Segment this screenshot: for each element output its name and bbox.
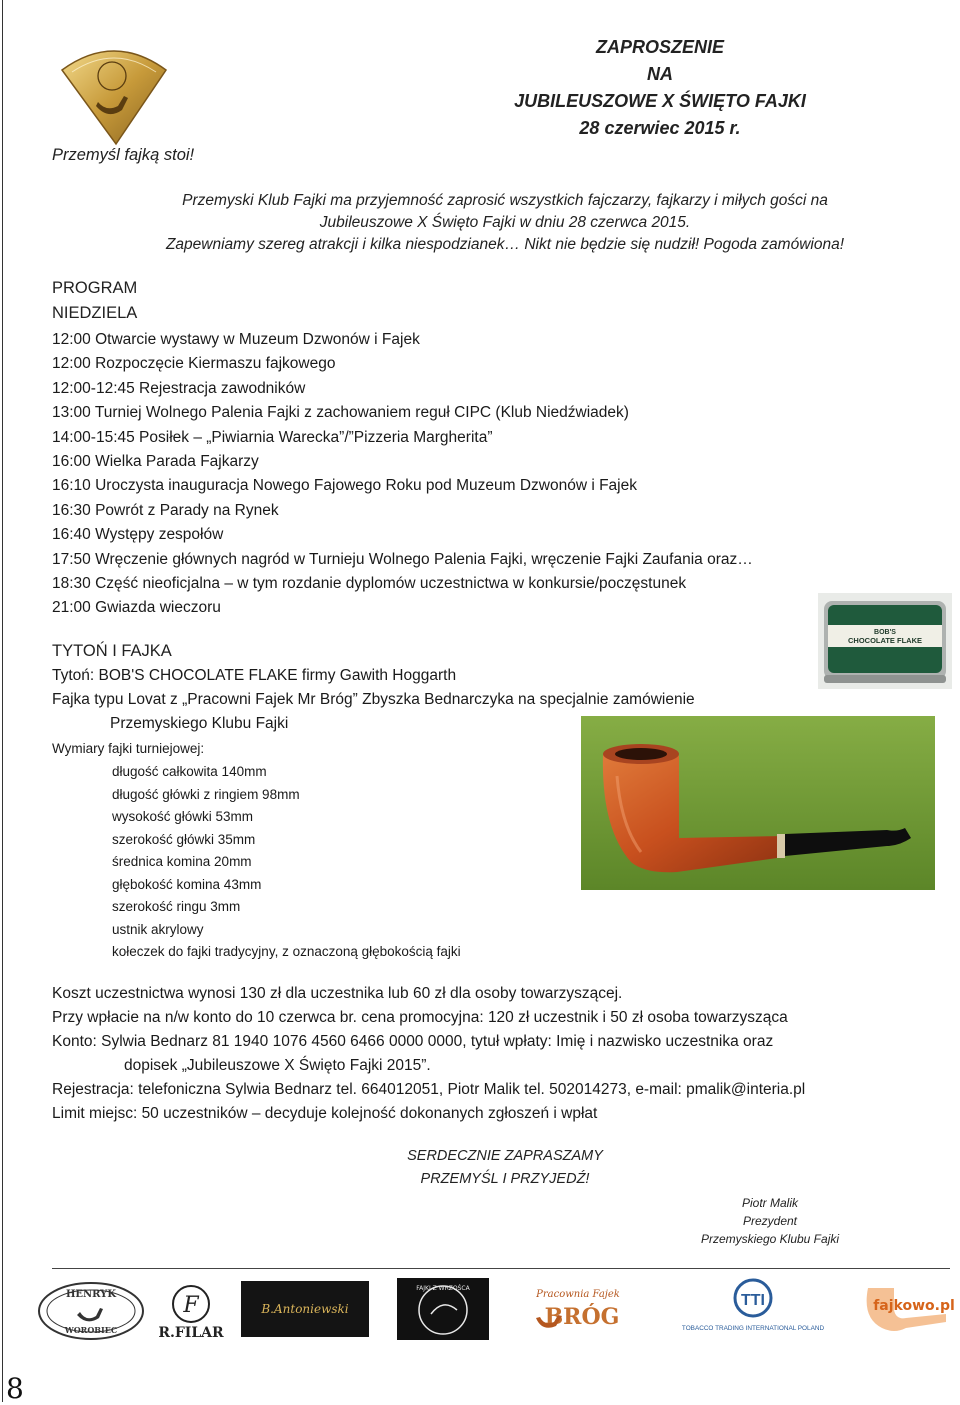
signature-block: [680, 1194, 860, 1248]
cost-section: [52, 982, 957, 1126]
intro-paragraph: [60, 190, 950, 256]
program-heading: PROGRAM: [52, 279, 138, 297]
filar-monogram: F: [183, 1293, 199, 1318]
sponsor-logo-r-filar: [153, 1284, 229, 1340]
title-line: JUBILEUSZOWE X ŚWIĘTO FAJKI: [514, 91, 806, 111]
page-number: 8: [6, 1372, 24, 1405]
pipe-photo: [581, 716, 935, 890]
title-line: NA: [647, 64, 673, 84]
dimension-item: głębokość komina 43mm: [112, 876, 262, 892]
cost-line: Koszt uczestnictwa wynosi 130 zł dla uczestnika lub 60 zł dla osoby towarzyszącej.: [52, 985, 623, 1002]
intro-line: Przemyski Klub Fajki ma przyjemność zaprosić wszystkich fajczarzy, fajkarzy i miłych gości na: [182, 192, 828, 209]
payment-title-line: dopisek „Jubileuszowe X Święto Fajki 2015”.: [124, 1057, 431, 1074]
program-list: [52, 328, 952, 621]
r-filar-emblem: [153, 1284, 229, 1340]
henryk-worobiec-emblem: [36, 1280, 146, 1342]
closing-invitation: [380, 1145, 630, 1191]
program-item: 17:50 Wręczenie głównych nagród w Turnieju Wolnego Palenia Fajki, wręczenie Fajki Zaufania oraz…: [52, 550, 753, 568]
invitation-title: [440, 34, 880, 142]
pipe-image: [581, 716, 935, 890]
sponsor-logo-fajkowo: [860, 1278, 954, 1340]
dimension-item: średnica komina 20mm: [112, 854, 252, 869]
pracownia-text: Pracownia Fajek: [536, 1289, 620, 1300]
club-logo: [58, 40, 170, 148]
program-item: 14:00-15:45 Posiłek – „Piwiarnia Warecka”/”Pizzeria Margherita”: [52, 428, 493, 446]
program-item: 16:10 Uroczysta inauguracja Nowego Fajowego Roku pod Muzeum Dzwonów i Fajek: [52, 477, 637, 495]
limit-line: Limit miejsc: 50 uczestników – decyduje kolejność dokonanych zgłoszeń i wpłat: [52, 1105, 598, 1122]
title-line: ZAPROSZENIE: [595, 37, 724, 57]
program-day: NIEDZIELA: [52, 304, 138, 322]
tin-label-bottom: CHOCOLATE FLAKE: [847, 636, 923, 645]
club-logo-emblem: [58, 40, 170, 148]
footer-divider: [52, 1268, 950, 1269]
page-frame-line: [2, 0, 3, 1402]
pracownia-brog-emblem: [528, 1282, 628, 1338]
cost-line: Przy wpłacie na n/w konto do 10 czerwca br. cena promocyjna: 120 zł uczestnik i 50 zł osoba towarzysząca: [52, 1009, 788, 1026]
registration-line: Rejestracja: telefoniczna Sylwia Bednarz tel. 664012051, Piotr Malik tel. 502014273, e-mail: pmalik@interia.pl: [52, 1081, 806, 1098]
worobiec-text: WOROBIEC: [64, 1325, 118, 1335]
intro-line: Jubileuszowe X Święto Fajki w dniu 28 czerwca 2015.: [319, 214, 691, 231]
signature-org: Przemyskiego Klubu Fajki: [700, 1232, 840, 1246]
fajki-z-wrzosca-text: FAJKI Z WRZOŚCA: [416, 1285, 470, 1292]
tobacco-tin-photo: [818, 593, 952, 689]
dimension-item: długość całkowita 140mm: [112, 764, 267, 779]
signature-title: Prezydent: [742, 1214, 798, 1228]
brog-text: BRÓG: [544, 1304, 620, 1330]
sponsor-logo-tti-poland: [668, 1276, 838, 1338]
antoniewski-text: B.Antoniewski: [261, 1302, 349, 1316]
closing-line: PRZEMYŚL I PRZYJEDŹ!: [420, 1171, 590, 1187]
filar-name: R.FILAR: [158, 1325, 224, 1340]
tobacco-heading: TYTOŃ I FAJKA: [52, 642, 172, 660]
program-item: 13:00 Turniej Wolnego Palenia Fajki z zachowaniem reguł CIPC (Klub Niedźwiadek): [52, 404, 629, 422]
tti-mark: TTI: [741, 1292, 765, 1309]
dimensions-list: [112, 761, 461, 964]
sponsor-logo-fajki-z-wrzosca: [397, 1278, 489, 1340]
club-slogan: Przemyśl fajką stoi!: [52, 146, 195, 164]
dimension-item: wysokość główki 53mm: [112, 809, 254, 824]
sponsor-logo-henryk-worobiec: [36, 1280, 146, 1342]
dimension-item: ustnik akrylowy: [112, 921, 204, 937]
dimension-item: szerokość główki 35mm: [112, 831, 256, 847]
signature-name: Piotr Malik: [741, 1196, 798, 1210]
tobacco-line: Tytoń: BOB'S CHOCOLATE FLAKE firmy Gawith Hoggarth: [52, 667, 457, 684]
sponsor-logo-antoniewski: [241, 1281, 369, 1337]
sponsor-logo-pracownia-brog: [528, 1282, 628, 1338]
antoniewski-emblem: [241, 1281, 369, 1337]
dimensions-heading: Wymiary fajki turniejowej:: [52, 741, 205, 756]
dimension-item: szerokość ringu 3mm: [112, 899, 241, 914]
program-item: 16:30 Powrót z Parady na Rynek: [52, 501, 279, 519]
closing-line: SERDECZNIE ZAPRASZAMY: [407, 1148, 603, 1164]
program-item: 16:40 Występy zespołów: [52, 526, 224, 544]
tobacco-tin-image: [818, 593, 952, 689]
pipe-line: Fajka typu Lovat z „Pracowni Fajek Mr Bróg” Zbyszka Bednarczyka na specjalnie zamówienie: [52, 691, 695, 708]
title-date: 28 czerwiec 2015 r.: [579, 118, 741, 138]
program-item: 12:00 Rozpoczęcie Kiermaszu fajkowego: [52, 355, 336, 373]
henryk-text: HENRYK: [65, 1289, 117, 1300]
program-item: 16:00 Wielka Parada Fajkarzy: [52, 452, 259, 470]
program-item: 12:00 Otwarcie wystawy w Muzeum Dzwonów i Fajek: [52, 331, 420, 348]
program-item: 18:30 Część nieoficjalna – w tym rozdanie dyplomów uczestnictwa w konkursie/poczęstunek: [52, 574, 687, 592]
intro-line: Zapewniamy szereg atrakcji i kilka niespodzianek… Nikt nie będzie się nudził! Pogoda zamówiona!: [165, 236, 845, 253]
fajkowo-text: fajkowo.pl: [873, 1298, 954, 1314]
program-item: 12:00-12:45 Rejestracja zawodników: [52, 379, 306, 397]
tti-poland-emblem: [668, 1276, 838, 1338]
tin-label-top: BOB'S: [874, 629, 896, 636]
tti-name: TOBACCO TRADING INTERNATIONAL POLAND: [681, 1325, 825, 1332]
pipe-line-continued: Przemyskiego Klubu Fajki: [110, 715, 289, 732]
fajkowo-emblem: [860, 1278, 954, 1340]
dimension-item: długość główki z ringiem 98mm: [112, 786, 300, 802]
program-item: 21:00 Gwiazda wieczoru: [52, 599, 221, 617]
fajki-z-wrzosca-emblem: [397, 1278, 489, 1340]
bank-account-line: Konto: Sylwia Bednarz 81 1940 1076 4560 6466 0000 0000, tytuł wpłaty: Imię i nazwisko uczestnika oraz: [52, 1033, 774, 1050]
dimension-item: kołeczek do fajki tradycyjny, z oznaczoną głębokością fajki: [112, 944, 461, 959]
